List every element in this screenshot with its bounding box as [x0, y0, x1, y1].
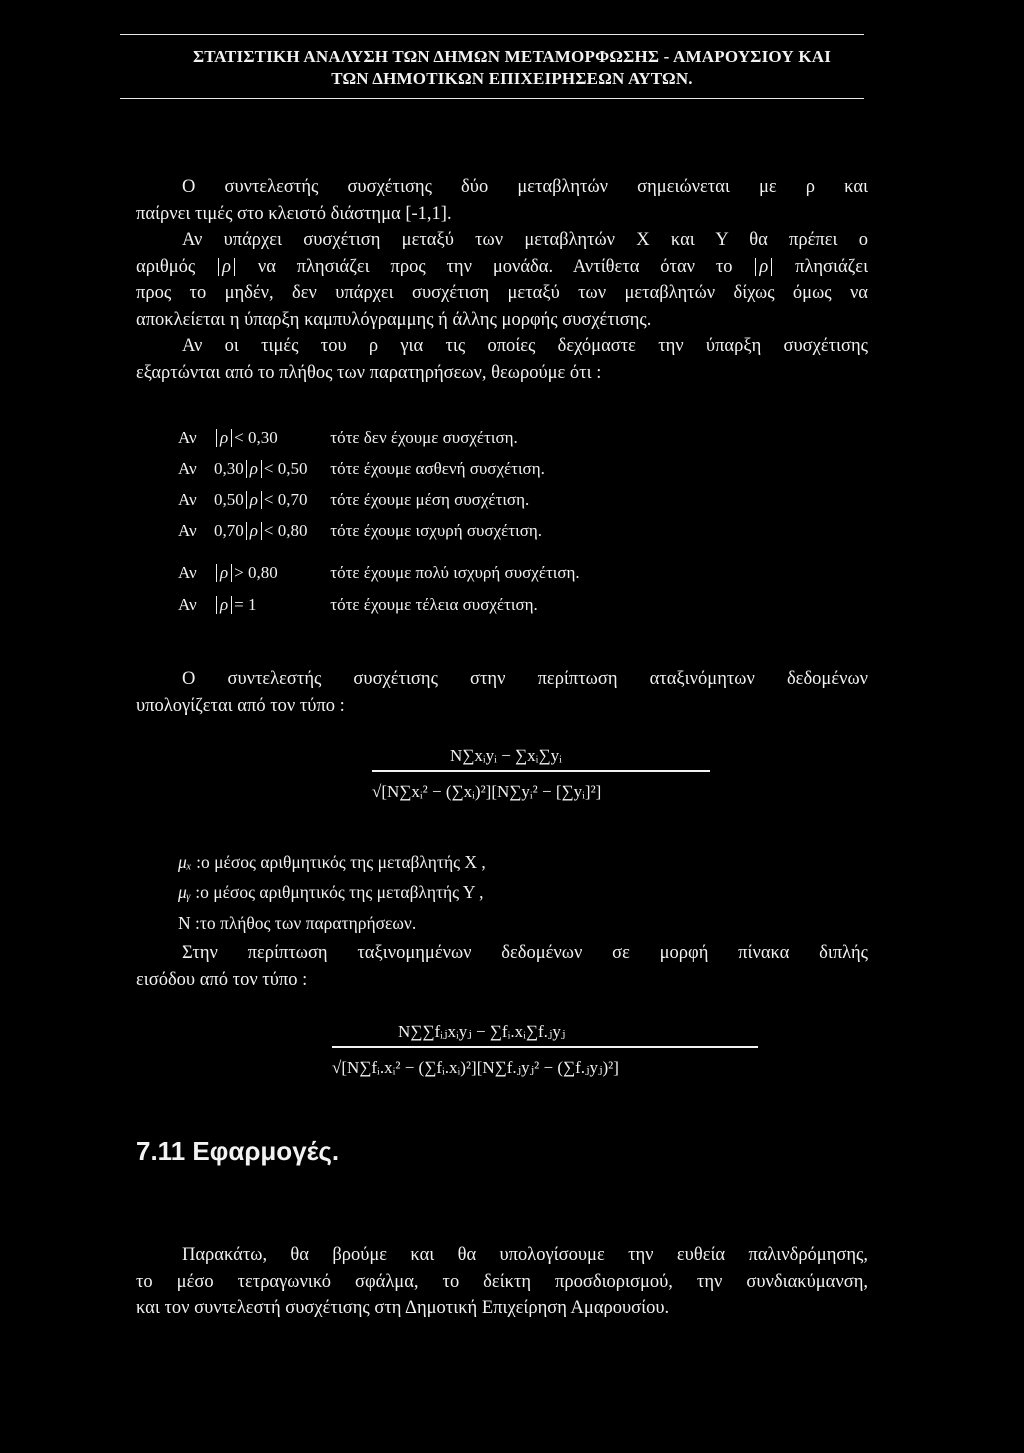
header-bottom-rule — [120, 98, 864, 99]
ungrouped-line-2: υπολογίζεται από τον τύπο : — [136, 695, 345, 716]
rule-row: Αν ρ < 0,30 τότε δεν έχουμε συσχέτιση. — [178, 428, 518, 447]
variable-row: μₓ :ο μέσος αριθμητικός της μεταβλητής Χ , — [178, 852, 486, 872]
ungrouped-line-1: Ο συντελεστής συσχέτισης στην περίπτωση αταξινόμητων δεδομένων — [182, 669, 868, 689]
applications-line-1: Παρακάτω, θα βρούμε και θα υπολογίσουμε την ευθεία παλινδρόμησης, — [182, 1245, 868, 1265]
intro-line-6: αποκλείεται η ύπαρξη καμπυλόγραμμης ή άλλης μορφής συσχέτισης. — [136, 309, 652, 330]
rule-row: Αν ρ > 0,80 τότε έχουμε πολύ ισχυρή συσχέτιση. — [178, 563, 580, 582]
applications-paragraph — [136, 1242, 868, 1322]
header-title-line2: ΤΩΝ ΔΗΜΟΤΙΚΩΝ ΕΠΙΧΕΙΡΗΣΕΩΝ ΑΥΤΩΝ. — [331, 69, 693, 88]
intro-line-3: Αν υπάρχει συσχέτιση μεταξύ των μεταβλητών Χ και Υ θα πρέπει ο — [182, 230, 868, 250]
formula-grouped-numerator: N∑∑fᵢⱼxᵢyⱼ − ∑fᵢ.xᵢ∑f.ⱼyⱼ — [398, 1022, 566, 1041]
intro-line-7: Αν οι τιμές του ρ για τις οποίες δεχόμαστε την ύπαρξη συσχέτισης — [182, 336, 868, 356]
rule-row: Αν ρ = 1 τότε έχουμε τέλεια συσχέτιση. — [178, 595, 538, 614]
formula-ungrouped-denominator: √[N∑xᵢ² − (∑xᵢ)²][N∑yᵢ² − [∑yᵢ]²] — [372, 782, 602, 801]
intro-line-1: Ο συντελεστής συσχέτισης δύο μεταβλητών σημειώνεται με ρ και — [182, 177, 868, 197]
variable-row: N :το πλήθος των παρατηρήσεων. — [178, 913, 417, 933]
grouped-line-1: Στην περίπτωση ταξινομημένων δεδομένων σε μορφή πίνακα διπλής — [182, 943, 868, 963]
formula-ungrouped-numerator: N∑xᵢyᵢ − ∑xᵢ∑yᵢ — [450, 746, 562, 765]
abs-rho: ρ — [755, 258, 772, 276]
header-top-rule — [120, 34, 864, 35]
variable-row: μᵧ :ο μέσος αριθμητικός της μεταβλητής Υ , — [178, 882, 484, 902]
applications-line-2: το μέσο τετραγωνικό σφάλμα, το δείκτη προσδιορισμού, την συνδιακύμανση, — [136, 1271, 868, 1292]
header-title-line1: ΣΤΑΤΙΣΤΙΚΗ ΑΝΑΛΥΣΗ ΤΩΝ ΔΗΜΩΝ ΜΕΤΑΜΟΡΦΩΣΗΣ - ΑΜΑΡΟΥΣΙΟΥ ΚΑΙ — [192, 47, 832, 66]
rule-row: Αν 0,30 ρ < 0,50 τότε έχουμε ασθενή συσχέτιση. — [178, 459, 545, 478]
rule-row: Αν 0,50 ρ < 0,70 τότε έχουμε μέση συσχέτιση. — [178, 490, 530, 509]
intro-line-5: προς το μηδέν, δεν υπάρχει συσχέτιση μεταξύ των μεταβλητών δίχως όμως να — [136, 283, 868, 303]
formula-grouped-fraction-bar — [332, 1046, 758, 1048]
intro-line-4: αριθμός ρ να πλησιάζει προς την μονάδα. Αντίθετα όταν το ρ πλησιάζει — [136, 256, 869, 277]
intro-line-2: παίρνει τιμές στο κλειστό διάστημα [-1,1]. — [136, 203, 452, 224]
section-title: 7.11 Εφαρμογές. — [136, 1136, 340, 1166]
page-header — [120, 46, 904, 90]
grouped-line-2: εισόδου από τον τύπο : — [136, 969, 308, 990]
applications-line-3: και τον συντελεστή συσχέτισης στη Δημοτική Επιχείρηση Αμαρουσίου. — [136, 1298, 670, 1318]
intro-paragraph — [136, 174, 868, 386]
formula-ungrouped-fraction-bar — [372, 770, 710, 772]
rule-row: Αν 0,70 ρ < 0,80 τότε έχουμε ισχυρή συσχέτιση. — [178, 521, 542, 540]
grouped-paragraph — [136, 940, 868, 993]
abs-rho: ρ — [218, 258, 235, 276]
ungrouped-paragraph — [136, 666, 868, 719]
formula-grouped-denominator: √[N∑fᵢ.xᵢ² − (∑fᵢ.xᵢ)²][N∑f.ⱼyⱼ² − (∑f.ⱼyⱼ)²] — [332, 1058, 619, 1077]
intro-line-8: εξαρτώνται από το πλήθος των παρατηρήσεων, θεωρούμε ότι : — [136, 362, 602, 383]
